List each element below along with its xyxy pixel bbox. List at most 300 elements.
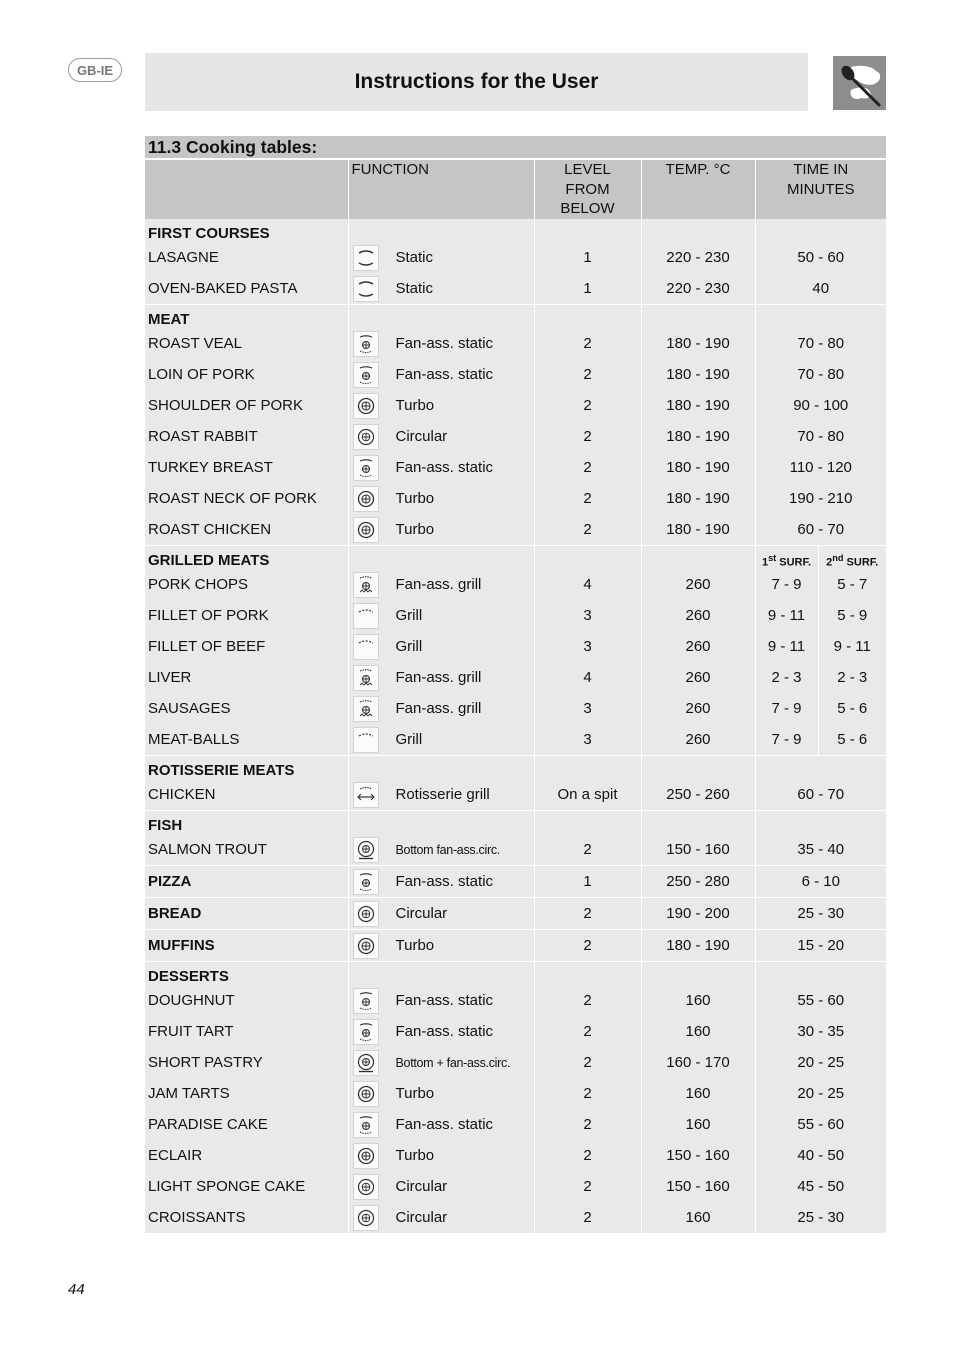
time-cell: 20 - 25 [755, 1047, 886, 1078]
second-surface-number: 2 [826, 557, 833, 569]
function-label: Fan-ass. grill [395, 700, 482, 717]
function-label: Fan-ass. grill [395, 669, 482, 686]
function-label: Fan-ass. static [395, 1116, 494, 1133]
fan-assisted-static-icon [353, 988, 379, 1014]
turbo-icon [353, 1081, 379, 1107]
food-name: FRUIT TART [145, 1016, 348, 1047]
column-header-level: LEVEL FROM BELOW [534, 160, 641, 219]
food-name: CHICKEN [145, 779, 348, 811]
turbo-icon [353, 933, 379, 959]
function-cell [348, 359, 534, 390]
function-label: Turbo [395, 1147, 435, 1164]
function-wrapper [349, 665, 534, 691]
temperature-cell: 180 - 190 [641, 452, 755, 483]
function-cell [348, 985, 534, 1016]
function-cell [348, 1202, 534, 1234]
page-title: Instructions for the User [354, 70, 599, 93]
category-row [145, 811, 886, 835]
time-cell: 6 - 10 [755, 866, 886, 898]
temperature-cell: 260 [641, 662, 755, 693]
second-surface-suffix: nd [832, 553, 844, 564]
temperature-cell: 180 - 190 [641, 514, 755, 546]
function-label: Turbo [395, 490, 435, 507]
table-row [145, 1016, 886, 1047]
function-cell [348, 930, 534, 962]
circular-fan-icon [353, 424, 379, 450]
function-cell [348, 1047, 534, 1078]
bottom-fan-circular-icon [353, 837, 379, 863]
function-cell [348, 834, 534, 866]
fan-assisted-static-icon [353, 1019, 379, 1045]
temperature-cell: 220 - 230 [641, 273, 755, 305]
empty-cell [641, 219, 755, 242]
table-row [145, 569, 886, 600]
function-label: Bottom + fan-ass.circ. [395, 1055, 511, 1070]
temperature-cell: 150 - 160 [641, 1171, 755, 1202]
table-row [145, 483, 886, 514]
table-row [145, 866, 886, 898]
level-cell: 2 [534, 1109, 641, 1140]
level-cell: 2 [534, 328, 641, 359]
empty-cell [755, 219, 886, 242]
temperature-cell: 180 - 190 [641, 328, 755, 359]
category-row [145, 962, 886, 986]
food-name: ROAST NECK OF PORK [145, 483, 348, 514]
temperature-cell: 250 - 280 [641, 866, 755, 898]
level-cell: 1 [534, 273, 641, 305]
food-name: SAUSAGES [145, 693, 348, 724]
function-label: Rotisserie grill [395, 786, 490, 803]
grill-icon [353, 603, 379, 629]
function-cell [348, 631, 534, 662]
time-first-surface: 7 - 9 [755, 724, 818, 756]
function-label: Fan-ass. static [395, 335, 494, 352]
category-title: GRILLED MEATS [145, 546, 348, 570]
function-label: Fan-ass. static [395, 366, 494, 383]
time-cell: 70 - 80 [755, 328, 886, 359]
temperature-cell: 150 - 160 [641, 1140, 755, 1171]
fan-assisted-grill-icon [353, 665, 379, 691]
function-wrapper [349, 869, 534, 895]
function-label: Turbo [395, 397, 435, 414]
food-name: LIGHT SPONGE CAKE [145, 1171, 348, 1202]
fan-assisted-static-icon [353, 362, 379, 388]
function-wrapper [349, 245, 534, 271]
table-row [145, 1140, 886, 1171]
empty-cell [641, 962, 755, 986]
level-cell: On a spit [534, 779, 641, 811]
static-icon [353, 245, 379, 271]
fan-assisted-grill-icon [353, 572, 379, 598]
level-cell: 2 [534, 421, 641, 452]
time-cell: 25 - 30 [755, 1202, 886, 1234]
table-row [145, 1078, 886, 1109]
category-row [145, 546, 886, 570]
fan-assisted-static-icon [353, 869, 379, 895]
level-cell: 3 [534, 631, 641, 662]
temperature-cell: 180 - 190 [641, 930, 755, 962]
level-cell: 2 [534, 930, 641, 962]
function-cell [348, 1016, 534, 1047]
level-cell: 1 [534, 866, 641, 898]
function-label: Fan-ass. grill [395, 576, 482, 593]
function-label: Static [395, 249, 434, 266]
function-wrapper [349, 1205, 534, 1231]
circular-fan-icon [353, 1174, 379, 1200]
table-row [145, 600, 886, 631]
function-wrapper [349, 1143, 534, 1169]
fan-assisted-grill-icon [353, 696, 379, 722]
function-wrapper [349, 696, 534, 722]
category-title: BREAD [145, 898, 348, 930]
food-name: ECLAIR [145, 1140, 348, 1171]
time-first-surface: 9 - 11 [755, 631, 818, 662]
level-cell: 4 [534, 662, 641, 693]
function-label: Circular [395, 905, 448, 922]
function-wrapper [349, 572, 534, 598]
time-cell: 110 - 120 [755, 452, 886, 483]
temperature-cell: 250 - 260 [641, 779, 755, 811]
turbo-icon [353, 1143, 379, 1169]
level-cell: 2 [534, 514, 641, 546]
circular-fan-icon [353, 1205, 379, 1231]
food-name: ROAST CHICKEN [145, 514, 348, 546]
food-name: FILLET OF PORK [145, 600, 348, 631]
first-surface-header [755, 546, 818, 570]
time-first-surface: 9 - 11 [755, 600, 818, 631]
table-row [145, 834, 886, 866]
category-title: PIZZA [145, 866, 348, 898]
function-cell [348, 514, 534, 546]
function-cell [348, 693, 534, 724]
empty-cell [641, 811, 755, 835]
function-label: Fan-ass. static [395, 873, 494, 890]
column-header-function: FUNCTION [348, 160, 534, 219]
category-row [145, 756, 886, 780]
category-row [145, 219, 886, 242]
table-row [145, 693, 886, 724]
chef-spoon-logo-icon [833, 56, 886, 110]
turbo-icon [353, 393, 379, 419]
function-wrapper [349, 1050, 534, 1076]
level-cell: 3 [534, 724, 641, 756]
category-title: DESSERTS [145, 962, 348, 986]
function-cell [348, 242, 534, 273]
category-title: ROTISSERIE MEATS [145, 756, 348, 780]
table-row [145, 779, 886, 811]
time-first-surface: 7 - 9 [755, 693, 818, 724]
cooking-table-body [145, 219, 886, 1234]
temperature-cell: 160 [641, 1078, 755, 1109]
empty-cell [534, 305, 641, 329]
table-row [145, 662, 886, 693]
food-name: PORK CHOPS [145, 569, 348, 600]
level-cell: 4 [534, 569, 641, 600]
category-row [145, 305, 886, 329]
column-header-time: TIME IN MINUTES [755, 160, 886, 219]
food-name: DOUGHNUT [145, 985, 348, 1016]
function-wrapper [349, 362, 534, 388]
function-wrapper [349, 331, 534, 357]
level-cell: 2 [534, 898, 641, 930]
temperature-cell: 260 [641, 600, 755, 631]
table-row [145, 359, 886, 390]
level-cell: 2 [534, 1078, 641, 1109]
temperature-cell: 180 - 190 [641, 483, 755, 514]
function-wrapper [349, 393, 534, 419]
time-cell: 55 - 60 [755, 985, 886, 1016]
time-cell: 40 [755, 273, 886, 305]
function-wrapper [349, 603, 534, 629]
food-name: LASAGNE [145, 242, 348, 273]
function-label: Bottom fan-ass.circ. [395, 842, 500, 857]
time-cell: 55 - 60 [755, 1109, 886, 1140]
table-row [145, 1202, 886, 1234]
temperature-cell: 160 [641, 1016, 755, 1047]
temperature-cell: 150 - 160 [641, 834, 755, 866]
temperature-cell: 160 [641, 1109, 755, 1140]
empty-cell [641, 756, 755, 780]
function-label: Fan-ass. static [395, 1023, 494, 1040]
food-name: OVEN-BAKED PASTA [145, 273, 348, 305]
temperature-cell: 220 - 230 [641, 242, 755, 273]
fan-assisted-static-icon [353, 331, 379, 357]
function-cell [348, 1109, 534, 1140]
empty-cell [534, 811, 641, 835]
table-row [145, 985, 886, 1016]
table-row [145, 452, 886, 483]
time-second-surface: 5 - 7 [818, 569, 886, 600]
function-cell [348, 1171, 534, 1202]
food-name: JAM TARTS [145, 1078, 348, 1109]
function-cell [348, 600, 534, 631]
level-cell: 2 [534, 1047, 641, 1078]
category-title: FIRST COURSES [145, 219, 348, 242]
time-second-surface: 5 - 9 [818, 600, 886, 631]
function-wrapper [349, 634, 534, 660]
time-cell: 70 - 80 [755, 359, 886, 390]
second-surface-label: SURF. [843, 557, 879, 569]
level-cell: 1 [534, 242, 641, 273]
temperature-cell: 160 [641, 1202, 755, 1234]
first-surface-label: SURF. [776, 557, 812, 569]
table-row [145, 273, 886, 305]
food-name: SALMON TROUT [145, 834, 348, 866]
time-first-surface: 7 - 9 [755, 569, 818, 600]
grill-icon [353, 634, 379, 660]
language-badge: GB-IE [68, 58, 122, 82]
temperature-cell: 260 [641, 569, 755, 600]
function-wrapper [349, 424, 534, 450]
column-header-temperature: TEMP. °C [641, 160, 755, 219]
function-wrapper [349, 727, 534, 753]
time-cell: 20 - 25 [755, 1078, 886, 1109]
empty-cell [348, 962, 534, 986]
time-second-surface: 2 - 3 [818, 662, 886, 693]
function-label: Fan-ass. static [395, 992, 494, 1009]
function-cell [348, 1140, 534, 1171]
empty-cell [755, 962, 886, 986]
level-cell: 2 [534, 1140, 641, 1171]
level-cell: 2 [534, 1171, 641, 1202]
table-row [145, 390, 886, 421]
food-name: CROISSANTS [145, 1202, 348, 1234]
function-cell [348, 483, 534, 514]
function-wrapper [349, 1019, 534, 1045]
table-row [145, 1171, 886, 1202]
food-name: SHORT PASTRY [145, 1047, 348, 1078]
level-cell: 2 [534, 834, 641, 866]
function-cell [348, 1078, 534, 1109]
turbo-icon [353, 517, 379, 543]
bottom-fan-circular-icon [353, 1050, 379, 1076]
empty-cell [348, 219, 534, 242]
time-cell: 90 - 100 [755, 390, 886, 421]
time-cell: 190 - 210 [755, 483, 886, 514]
temperature-cell: 260 [641, 631, 755, 662]
function-cell [348, 724, 534, 756]
table-row [145, 898, 886, 930]
function-wrapper [349, 517, 534, 543]
time-cell: 30 - 35 [755, 1016, 886, 1047]
empty-cell [755, 756, 886, 780]
time-cell: 50 - 60 [755, 242, 886, 273]
header-bar [145, 53, 808, 111]
food-name: LOIN OF PORK [145, 359, 348, 390]
time-second-surface: 5 - 6 [818, 693, 886, 724]
turbo-icon [353, 486, 379, 512]
cooking-table [145, 160, 886, 1234]
level-cell: 2 [534, 483, 641, 514]
level-cell: 2 [534, 390, 641, 421]
level-cell: 2 [534, 1016, 641, 1047]
food-name: SHOULDER OF PORK [145, 390, 348, 421]
food-name: MEAT-BALLS [145, 724, 348, 756]
empty-cell [755, 811, 886, 835]
empty-cell [348, 811, 534, 835]
time-first-surface: 2 - 3 [755, 662, 818, 693]
table-row [145, 514, 886, 546]
function-label: Circular [395, 428, 448, 445]
time-cell: 25 - 30 [755, 898, 886, 930]
temperature-cell: 260 [641, 724, 755, 756]
time-cell: 15 - 20 [755, 930, 886, 962]
table-row [145, 421, 886, 452]
fan-assisted-static-icon [353, 455, 379, 481]
function-cell [348, 273, 534, 305]
grill-icon [353, 727, 379, 753]
table-row [145, 1109, 886, 1140]
temperature-cell: 160 - 170 [641, 1047, 755, 1078]
second-surface-header [818, 546, 886, 570]
time-second-surface: 9 - 11 [818, 631, 886, 662]
table-row [145, 930, 886, 962]
empty-cell [534, 546, 641, 570]
function-cell [348, 328, 534, 359]
empty-cell [348, 305, 534, 329]
empty-cell [641, 546, 755, 570]
temperature-cell: 180 - 190 [641, 421, 755, 452]
level-cell: 2 [534, 985, 641, 1016]
function-label: Grill [395, 638, 423, 655]
function-wrapper [349, 901, 534, 927]
section-title: 11.3 Cooking tables: [145, 136, 886, 160]
function-cell [348, 569, 534, 600]
time-cell: 60 - 70 [755, 514, 886, 546]
function-label: Circular [395, 1209, 448, 1226]
cooking-tables-section [145, 136, 886, 1234]
time-cell: 40 - 50 [755, 1140, 886, 1171]
empty-cell [348, 546, 534, 570]
empty-cell [348, 756, 534, 780]
table-row [145, 1047, 886, 1078]
column-header-food [145, 160, 348, 219]
function-label: Turbo [395, 937, 435, 954]
time-cell: 60 - 70 [755, 779, 886, 811]
function-cell [348, 421, 534, 452]
food-name: PARADISE CAKE [145, 1109, 348, 1140]
table-row [145, 724, 886, 756]
category-title: MEAT [145, 305, 348, 329]
category-title: MUFFINS [145, 930, 348, 962]
food-name: TURKEY BREAST [145, 452, 348, 483]
function-cell [348, 866, 534, 898]
function-wrapper [349, 455, 534, 481]
level-cell: 2 [534, 452, 641, 483]
function-wrapper [349, 486, 534, 512]
function-wrapper [349, 1112, 534, 1138]
circular-fan-icon [353, 901, 379, 927]
table-row [145, 631, 886, 662]
function-label: Grill [395, 607, 423, 624]
function-cell [348, 898, 534, 930]
first-surface-number: 1 [761, 557, 769, 569]
function-label: Turbo [395, 521, 435, 538]
food-name: ROAST RABBIT [145, 421, 348, 452]
function-wrapper [349, 1174, 534, 1200]
empty-cell [534, 962, 641, 986]
temperature-cell: 180 - 190 [641, 359, 755, 390]
first-surface-suffix: st [768, 553, 777, 564]
temperature-cell: 160 [641, 985, 755, 1016]
temperature-cell: 260 [641, 693, 755, 724]
level-cell: 2 [534, 1202, 641, 1234]
function-label: Grill [395, 731, 423, 748]
function-wrapper [349, 782, 534, 808]
level-cell: 2 [534, 359, 641, 390]
rotisserie-grill-icon [353, 782, 379, 808]
empty-cell [755, 305, 886, 329]
empty-cell [534, 219, 641, 242]
food-name: LIVER [145, 662, 348, 693]
table-row [145, 328, 886, 359]
function-cell [348, 779, 534, 811]
level-cell: 3 [534, 600, 641, 631]
function-label: Fan-ass. static [395, 459, 494, 476]
page-number: 44 [68, 1281, 85, 1298]
function-wrapper [349, 837, 534, 863]
time-cell: 45 - 50 [755, 1171, 886, 1202]
function-cell [348, 662, 534, 693]
time-cell: 70 - 80 [755, 421, 886, 452]
time-second-surface: 5 - 6 [818, 724, 886, 756]
table-row [145, 242, 886, 273]
function-label: Turbo [395, 1085, 435, 1102]
function-label: Static [395, 280, 434, 297]
empty-cell [641, 305, 755, 329]
function-label: Circular [395, 1178, 448, 1195]
static-icon [353, 276, 379, 302]
